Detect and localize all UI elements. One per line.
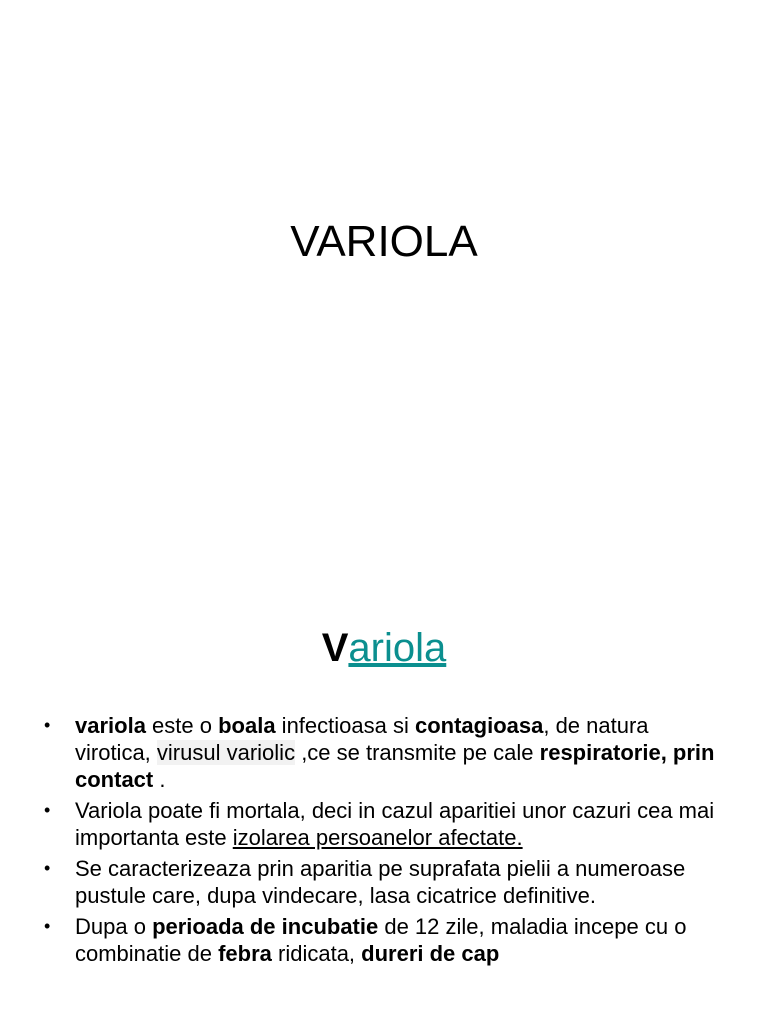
text-span: variola [75,713,146,738]
underlined-text: izolarea persoanelor afectate. [232,825,523,850]
bullet-icon: • [44,858,51,878]
title-link[interactable]: ariola [348,626,447,670]
slide-title: VARIOLA [290,217,478,266]
text-span: de 12 zile, maladia incepe cu o combinatie de [75,914,687,966]
bullet-icon: • [44,715,51,735]
bullet-item [40,712,730,793]
text-span: ridicata, [271,941,362,966]
highlighted-text: virusul variolic [156,740,296,765]
text-span: Se caracterizeaza prin aparitia pe suprafata pielii a numeroase pustule care, dupa vindecare, lasa cicatrice definitive. [75,856,686,908]
bullet-icon: • [44,916,51,936]
bullet-item [40,797,730,851]
bullet-item [40,855,730,909]
text-span: Dupa o [75,914,153,939]
text-span: boala [218,713,276,738]
text-span: perioada de incubatie [152,914,379,939]
text-span: , de natura virotica, [75,713,649,765]
text-span: dureri de cap [361,941,500,966]
text-span: . [153,767,166,792]
text-span: febra [218,941,272,966]
slide-2-title [0,622,768,674]
text-span: ,ce se transmite pe cale [295,740,540,765]
text-span: este o [145,713,219,738]
text-span: infectioasa si [275,713,415,738]
text-span: respiratorie, prin contact [75,740,715,792]
text-span: Variola poate fi mortala, deci in cazul aparitiei unor cazuri cea mai importanta este [75,798,715,850]
bullet-icon: • [44,800,51,820]
bullet-list [40,712,730,971]
text-span: contagioasa [414,713,544,738]
title-first-letter: V [321,626,349,670]
bullet-item [40,913,730,967]
slide-2 [0,576,768,1024]
